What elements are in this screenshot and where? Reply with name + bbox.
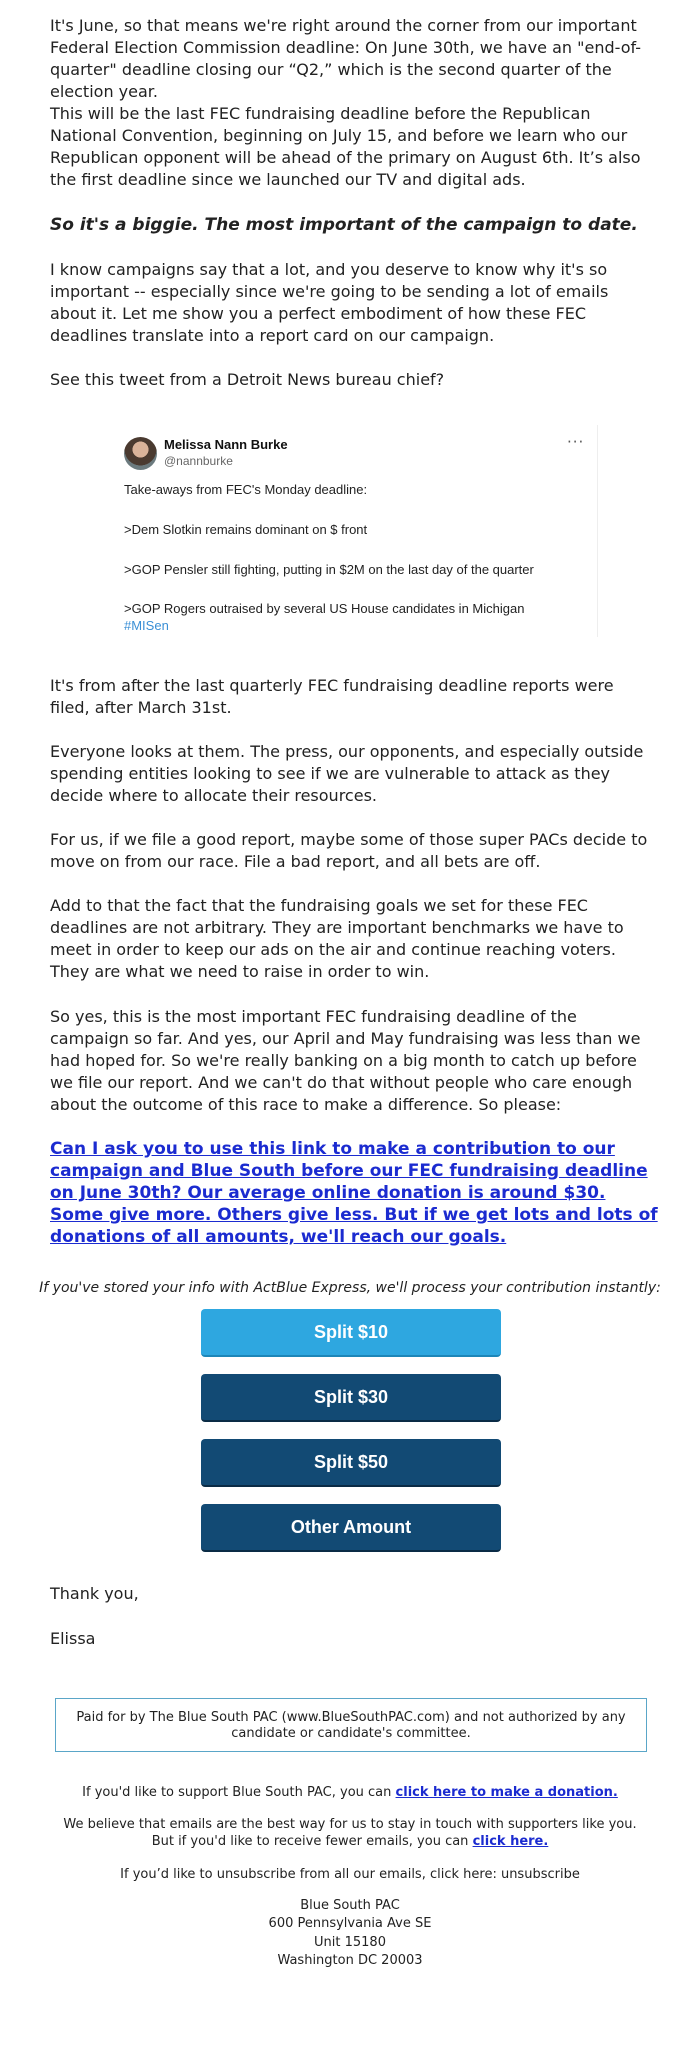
paragraph-importance: I know campaigns say that a lot, and you deserve to know why it's so important -- especially since we're going to be sending a lot of emails about it. Let me show you a perfect embodiment of how these FEC deadlines translate into a report card on our campaign. <box>50 260 609 345</box>
paragraph-everyone-looks: Everyone looks at them. The press, our opponents, and especially outside spending entities looking to see if we are vulnerable to attack as they decide where to allocate their resources. <box>50 742 644 805</box>
signoff-name: Elissa <box>50 1629 96 1648</box>
tweet-hashtag[interactable]: #MISen <box>124 618 169 633</box>
avatar <box>124 437 157 470</box>
paragraph-deadline: It's June, so that means we're right around the corner from our important Federal Election Commission deadline: On June 30th, we have an "end-of-quarter" deadline closing our “Q2,” which is the second quarter of the election year. <box>50 16 642 101</box>
tweet-text-line: >Dem Slotkin remains dominant on $ front <box>124 522 368 537</box>
fewer-emails-text: We believe that emails are the best way for us to stay in touch with supporters like you. But if you'd like to receive fewer emails, you can <box>63 1817 637 1849</box>
split-30-button[interactable]: Split $30 <box>201 1374 501 1422</box>
split-50-button[interactable]: Split $50 <box>201 1439 501 1487</box>
paragraph-most-important: So yes, this is the most important FEC fundraising deadline of the campaign so far. And yes, our April and May fundraising was less than we had hoped for. So we're really banking on a big month to catch up before we file our report. And we can't do that without people who care enough about the outcome of this race to make a difference. So please: <box>50 1007 641 1114</box>
embedded-tweet[interactable] <box>112 425 598 637</box>
split-10-button[interactable]: Split $10 <box>201 1309 501 1357</box>
support-text: If you'd like to support Blue South PAC, you can <box>82 1785 392 1800</box>
paragraph-after-deadline: It's from after the last quarterly FEC fundraising deadline reports were filed, after March 31st. <box>50 676 614 717</box>
actblue-express-note: If you've stored your info with ActBlue Express, we'll process your contribution instantly: <box>39 1280 661 1296</box>
paragraph-tweet-intro: See this tweet from a Detroit News bureau chief? <box>50 370 445 389</box>
tweet-text-line: >GOP Rogers outraised by several US House candidates in Michigan <box>124 601 525 616</box>
support-line <box>60 1784 640 1801</box>
paragraph-convention: This will be the last FEC fundraising deadline before the Republican National Convention, beginning on July 15, and before we learn who our Republican opponent will be ahead of the primary on August 6th. It’s also the first deadline since we launched our TV and digital ads. <box>50 104 641 189</box>
donation-ask-link[interactable]: Can I ask you to use this link to make a contribution to our campaign and Blue South before our FEC fundraising deadline on June 30th? Our average online donation is around $30. Some give more. Others give less. But if we get lots and lots of donations of all amounts, we'll reach our goals. <box>50 1139 658 1247</box>
donation-link[interactable]: click here to make a donation. <box>395 1785 618 1800</box>
fewer-emails-link[interactable]: click here. <box>472 1834 549 1849</box>
address-line: Washington DC 20003 <box>277 1953 423 1968</box>
tweet-author-name: Melissa Nann Burke <box>164 437 288 452</box>
tweet-text-line: Take-aways from FEC's Monday deadline: <box>124 482 368 497</box>
signoff-thanks: Thank you, <box>50 1584 139 1603</box>
fewer-emails-line <box>60 1816 640 1850</box>
tweet-author-handle: @nannburke <box>164 454 233 468</box>
tweet-text-line: >GOP Pensler still fighting, putting in $2M on the last day of the quarter <box>124 562 534 577</box>
address-line: Blue South PAC <box>300 1898 400 1913</box>
paid-for-disclaimer: Paid for by The Blue South PAC (www.BlueSouthPAC.com) and not authorized by any candidate or candidate's committee. <box>55 1698 647 1752</box>
other-amount-button[interactable]: Other Amount <box>201 1504 501 1552</box>
address-line: 600 Pennsylvania Ave SE <box>268 1916 432 1931</box>
unsubscribe-line[interactable]: If you’d like to unsubscribe from all our emails, click here: unsubscribe <box>120 1867 580 1882</box>
paragraph-good-report: For us, if we file a good report, maybe some of those super PACs decide to move on from our race. File a bad report, and all bets are off. <box>50 830 648 871</box>
paragraph-goals: Add to that the fact that the fundraising goals we set for these FEC deadlines are not arbitrary. They are important benchmarks we have to meet in order to keep our ads on the air and continue reaching voters. They are what we need to raise in order to win. <box>50 896 624 981</box>
address-line: Unit 15180 <box>314 1935 386 1950</box>
paragraph-biggie: So it's a biggie. The most important of the campaign to date. <box>50 215 638 235</box>
more-options-icon[interactable]: ··· <box>567 433 585 451</box>
